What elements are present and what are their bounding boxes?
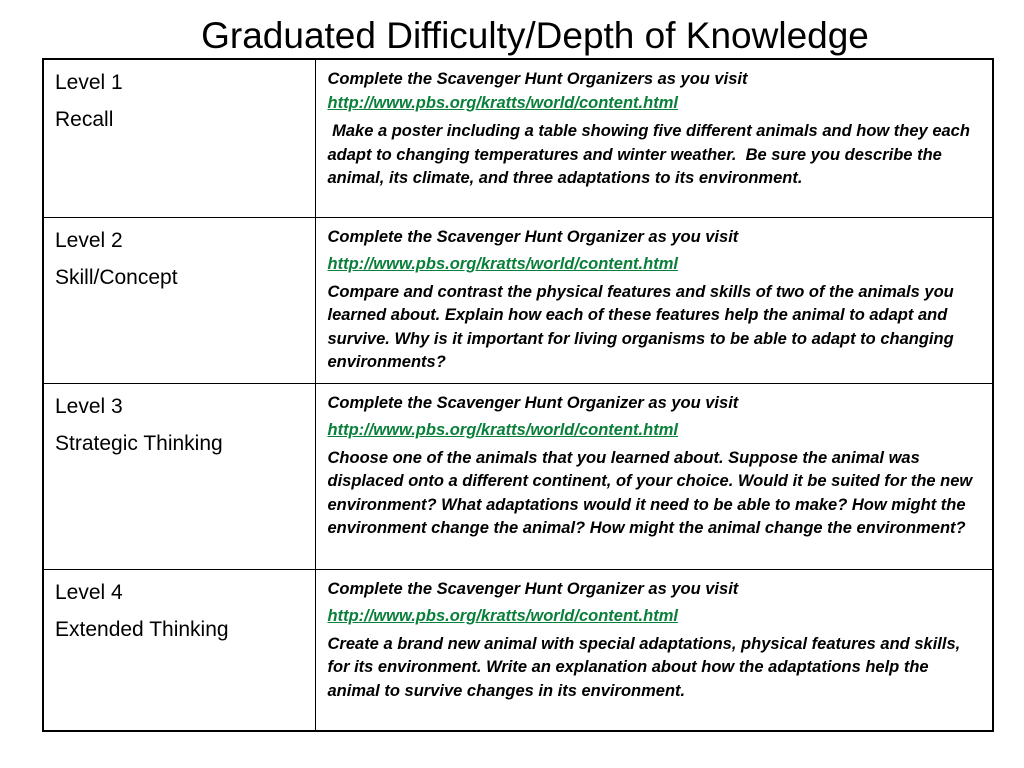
task-cell: [315, 217, 993, 383]
table-row-level-3: [43, 383, 993, 569]
level-descriptor: Skill/Concept: [55, 265, 178, 289]
table-row-level-2: [43, 217, 993, 383]
level-descriptor: Recall: [55, 108, 114, 131]
pbs-link[interactable]: http://www.pbs.org/kratts/world/content.html: [327, 93, 678, 112]
task-cell: [315, 569, 993, 731]
pbs-link[interactable]: http://www.pbs.org/kratts/world/content.html: [327, 607, 678, 625]
level-descriptor: Strategic Thinking: [55, 431, 223, 455]
task-description: Choose one of the animals that you learned about. Suppose the animal was displaced onto a different continent, of your choice. Would it be suited for the new environment? What adaptations would it need to be able to make? How might the environment change the animal? How might the animal change the environment?: [327, 448, 973, 537]
task-cell: [315, 59, 993, 217]
task-description: Make a poster including a table showing five different animals and how they each adapt to changing temperatures and winter weather. Be sure you describe the animal, its climate, and three adaptations to its environment.: [327, 122, 975, 187]
level-label: Level 2: [55, 228, 123, 252]
level-descriptor: Extended Thinking: [55, 617, 229, 641]
table-row-level-1: [43, 59, 993, 217]
task-description: Create a brand new animal with special adaptations, physical features and skills, for its environment. Write an explanation about how the adaptations help the animal to survive changes in its environment.: [327, 634, 961, 700]
depth-of-knowledge-table: [42, 58, 994, 732]
task-intro: Complete the Scavenger Hunt Organizer as you visit: [327, 579, 739, 598]
pbs-link[interactable]: http://www.pbs.org/kratts/world/content.html: [327, 255, 678, 273]
pbs-link[interactable]: http://www.pbs.org/kratts/world/content.html: [327, 421, 678, 439]
level-label: Level 3: [55, 394, 123, 418]
level-label: Level 4: [55, 580, 123, 604]
level-cell: [43, 59, 315, 217]
page-title: Graduated Difficulty/Depth of Knowledge: [201, 15, 869, 56]
level-label: Level 1: [55, 71, 123, 94]
level-cell: [43, 569, 315, 731]
task-intro: Complete the Scavenger Hunt Organizer as you visit: [327, 227, 739, 246]
task-description: Compare and contrast the physical features and skills of two of the animals you learned about. Explain how each of these features help the animal to adapt and survive. Why is it important for living organisms to be able to adapt to changing environments?: [327, 282, 954, 371]
table-row-level-4: [43, 569, 993, 731]
level-cell: [43, 217, 315, 383]
task-intro: Complete the Scavenger Hunt Organizers as you visit: [327, 70, 748, 88]
task-cell: [315, 383, 993, 569]
level-cell: [43, 383, 315, 569]
task-intro: Complete the Scavenger Hunt Organizer as you visit: [327, 393, 739, 412]
